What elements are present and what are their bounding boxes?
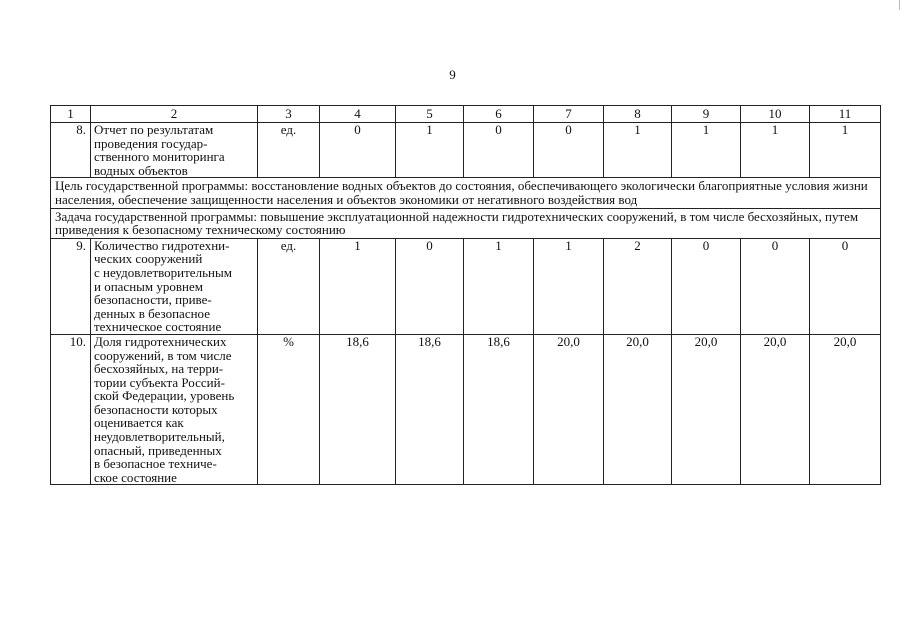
indicator-name: Отчет по результатам проведения государ- ственного мониторинга водных объектов bbox=[91, 123, 258, 178]
value-cell: 20,0 bbox=[534, 334, 604, 485]
value-cell: 20,0 bbox=[604, 334, 672, 485]
column-number: 2 bbox=[91, 106, 258, 123]
value-cell: 0 bbox=[320, 123, 396, 178]
unit-cell: ед. bbox=[258, 123, 320, 178]
unit-cell: % bbox=[258, 334, 320, 485]
task-row bbox=[51, 208, 881, 238]
value-cell: 18,6 bbox=[320, 334, 396, 485]
indicator-name: Доля гидротехнических сооружений, в том числе бесхозяйных, на терри- тории субъекта Россий- ской Федерации, уровень безопасности которых оценивается как неудовлетворительный, опасный, приведенных в безопасное техниче- ское состояние bbox=[91, 334, 258, 485]
column-number: 1 bbox=[51, 106, 91, 123]
value-cell: 20,0 bbox=[741, 334, 810, 485]
unit-cell: ед. bbox=[258, 238, 320, 334]
row-number: 9. bbox=[51, 238, 91, 334]
value-cell: 18,6 bbox=[396, 334, 464, 485]
value-cell: 1 bbox=[396, 123, 464, 178]
value-cell: 18,6 bbox=[464, 334, 534, 485]
table-row bbox=[51, 123, 881, 178]
value-cell: 2 bbox=[604, 238, 672, 334]
indicators-table bbox=[50, 105, 881, 485]
value-cell: 1 bbox=[672, 123, 741, 178]
table-row bbox=[51, 334, 881, 485]
column-number: 6 bbox=[464, 106, 534, 123]
value-cell: 0 bbox=[672, 238, 741, 334]
column-number: 5 bbox=[396, 106, 464, 123]
page-edge-mark bbox=[899, 0, 900, 10]
page-number: 9 bbox=[449, 67, 456, 82]
row-number: 8. bbox=[51, 123, 91, 178]
row-number: 10. bbox=[51, 334, 91, 485]
table-row bbox=[51, 238, 881, 334]
value-cell: 1 bbox=[320, 238, 396, 334]
column-number: 9 bbox=[672, 106, 741, 123]
value-cell: 0 bbox=[741, 238, 810, 334]
value-cell: 1 bbox=[464, 238, 534, 334]
value-cell: 1 bbox=[810, 123, 881, 178]
column-number: 4 bbox=[320, 106, 396, 123]
value-cell: 0 bbox=[396, 238, 464, 334]
value-cell: 0 bbox=[464, 123, 534, 178]
column-number: 3 bbox=[258, 106, 320, 123]
goal-row bbox=[51, 178, 881, 208]
indicator-name: Количество гидротехни- ческих сооружений с неудовлетворительным и опасным уровнем безопасности, приве- денных в безопасное техническое состояние bbox=[91, 238, 258, 334]
column-number: 11 bbox=[810, 106, 881, 123]
value-cell: 1 bbox=[604, 123, 672, 178]
value-cell: 20,0 bbox=[810, 334, 881, 485]
value-cell: 1 bbox=[534, 238, 604, 334]
value-cell: 20,0 bbox=[672, 334, 741, 485]
program-task: Задача государственной программы: повышение эксплуатационной надежности гидротехнических сооружений, в том числе бесхозяйных, путем приведения к безопасному техническому состоянию bbox=[51, 208, 881, 238]
column-number: 7 bbox=[534, 106, 604, 123]
column-number: 8 bbox=[604, 106, 672, 123]
table-header-row bbox=[51, 106, 881, 123]
value-cell: 1 bbox=[741, 123, 810, 178]
value-cell: 0 bbox=[810, 238, 881, 334]
column-number: 10 bbox=[741, 106, 810, 123]
value-cell: 0 bbox=[534, 123, 604, 178]
program-goal: Цель государственной программы: восстановление водных объектов до состояния, обеспечивающего экологически благоприятные условия жизни населения, обеспечение защищенности населения и объектов экономики от негативного воздействия вод bbox=[51, 178, 881, 208]
